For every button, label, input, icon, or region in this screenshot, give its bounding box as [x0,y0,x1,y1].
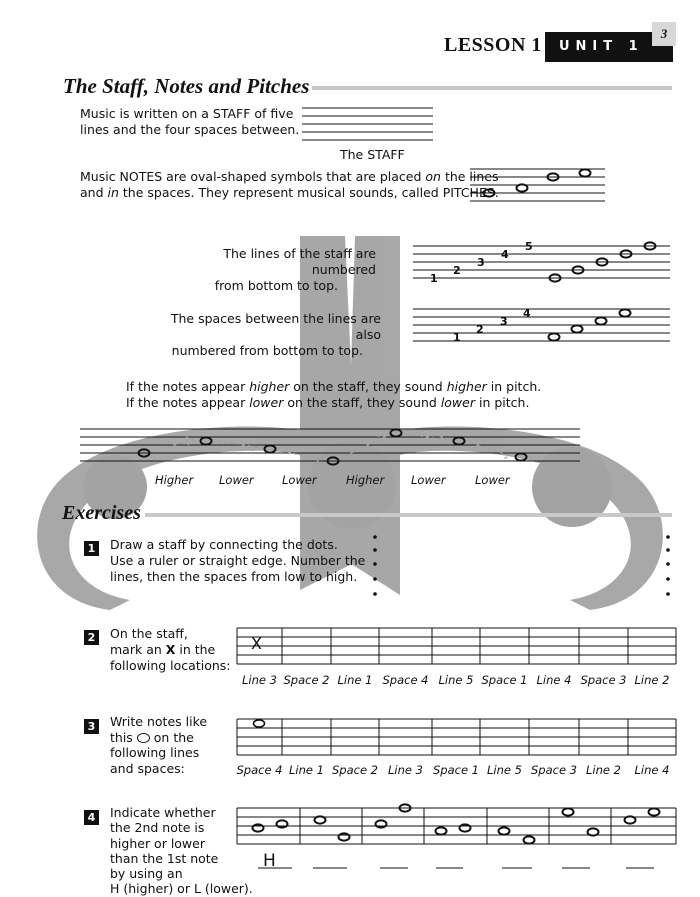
ex4-line4: than the 1st note [110,850,219,866]
notes-definition-line2: and in the spaces. They represent musical sounds, called PITCHES. [80,185,499,200]
ex2-location-6: Space 1 [481,673,528,687]
ex2-example-x: X [251,634,262,653]
ex4-line5: by using an [110,866,183,882]
ex3-example-note [254,720,265,727]
ex3-location-6: Line 5 [487,763,522,777]
ex4-staff [237,808,676,844]
ex3-location-5: Space 1 [432,763,480,777]
ex4-example-answer: H [263,851,276,871]
ex2-staff [237,628,676,664]
ex1-dots [373,535,670,596]
ex2-location-5: Line 5 [438,673,474,687]
notes-definition-line1: Music NOTES are oval-shaped symbols that are placed on the lines [80,169,499,184]
pitch-label-2: Lower [219,473,254,487]
exercise-1-number: 1 [84,541,99,556]
line-number-5: 5 [525,240,533,253]
space-number-4: 4 [523,307,531,320]
space-number-1: 1 [453,331,461,344]
lines-numbered-line2: from bottom to top. [214,278,338,293]
ex3-location-7: Space 3 [530,763,578,777]
staff-caption: The STAFF [340,147,405,162]
ex3-location-2: Line 1 [289,763,324,777]
ex3-line4: and spaces: [110,760,185,776]
line-number-4: 4 [501,248,509,261]
ex3-location-3: Space 2 [331,763,379,777]
ex2-location-1: Line 3 [242,673,277,687]
exercise-4-number: 4 [84,810,99,825]
exercise-2-number: 2 [84,630,99,645]
ex1-line3: lines, then the spaces from low to high. [110,569,358,584]
ex1-line1: Draw a staff by connecting the dots. [110,537,338,552]
ex2-location-3: Line 1 [337,673,373,687]
pitch-label-4: Higher [346,473,385,487]
lines-numbered-line1: The lines of the staff are numbered [223,246,376,277]
ex4-line6: H (higher) or L (lower). [110,881,253,897]
ex3-line1: Write notes like [110,714,208,729]
pitch-label-6: Lower [475,473,510,487]
staff-definition-line2: lines and the four spaces between. [80,122,300,137]
spaces-numbered-staff [413,309,670,341]
ex3-line3: following lines [110,745,200,760]
ex3-staff [237,719,676,755]
ex4-line1: Indicate whether [110,805,216,820]
line-number-2: 2 [453,264,461,277]
pitch-label-1: Higher [155,473,194,487]
ex2-line1: On the staff, [110,626,188,641]
pitch-explanation-line1: If the notes appear higher on the staff, they sound higher in pitch. [126,379,542,394]
ex2-location-8: Space 3 [580,673,627,687]
pitch-explanation-line2: If the notes appear lower on the staff, they sound lower in pitch. [126,395,530,410]
lesson-heading: LESSON 1 [444,34,542,56]
ex2-location-4: Space 4 [382,673,429,687]
page-number: 3 [652,22,676,46]
space-number-3: 3 [500,315,508,328]
pitch-label-5: Lower [411,473,446,487]
ex3-line2: this on the [110,729,194,745]
staff-definition-line1: Music is written on a STAFF of five [80,106,294,121]
spaces-numbered-line1: The spaces between the lines are also [170,311,381,342]
ex1-line2: Use a ruler or straight edge. Number the [110,553,366,568]
pitch-example-notes [139,429,527,464]
ex3-location-4: Line 3 [388,763,423,777]
ex2-location-9: Line 2 [634,673,670,687]
exercises-title: Exercises [62,502,141,524]
section-title: The Staff, Notes and Pitches [63,74,310,98]
unit-badge: UNIT 1 [545,32,673,62]
spaces-numbered-line2: numbered from bottom to top. [171,343,363,358]
pitch-example-staff [80,429,580,461]
ex2-location-2: Space 2 [283,673,330,687]
line-number-1: 1 [430,272,438,285]
ex2-line3: following locations: [110,658,231,673]
line-number-3: 3 [477,256,485,269]
exercise-3-number: 3 [84,719,99,734]
pitch-label-3: Lower [282,473,317,487]
ex3-location-1: Space 4 [236,763,283,777]
ex4-line2: the 2nd note is [110,820,205,836]
ex4-line3: higher or lower [110,835,205,851]
lines-numbered-staff [413,246,670,278]
space-number-2: 2 [476,323,484,336]
ex2-location-7: Line 4 [536,673,572,687]
ex4-notes [253,804,660,843]
ex2-line2: mark an X in the [110,642,216,657]
ex3-location-8: Line 2 [586,763,621,777]
ex3-location-9: Line 4 [634,763,670,777]
staff-example [302,108,433,140]
